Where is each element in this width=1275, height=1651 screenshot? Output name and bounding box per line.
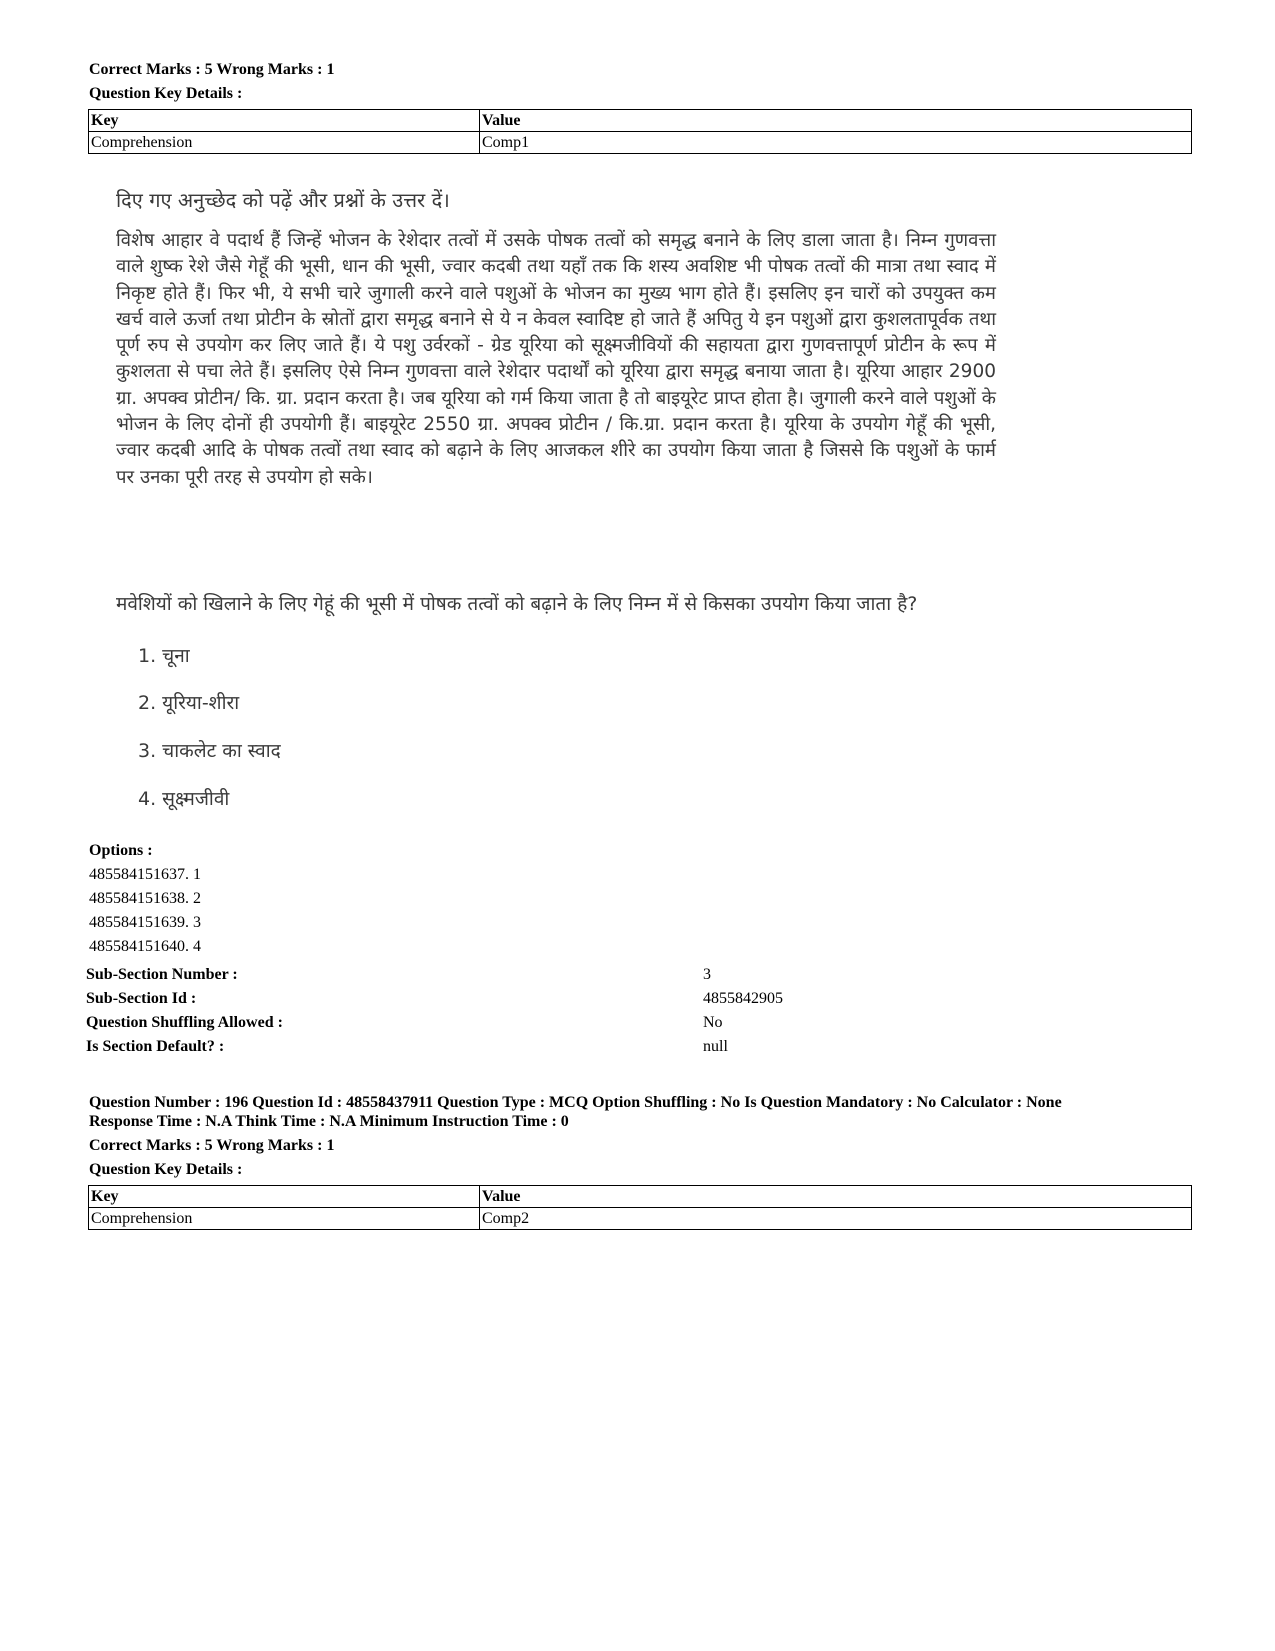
passage-instruction: दिए गए अनुच्छेद को पढ़ें और प्रश्नों के उत्तर दें। xyxy=(116,188,450,212)
q2-key-table xyxy=(88,1185,1192,1230)
shuffling-allowed-label: Question Shuffling Allowed : xyxy=(86,1014,283,1031)
section-default-value: null xyxy=(703,1038,728,1055)
table-header-key: Key xyxy=(89,1186,480,1208)
q1-key-table xyxy=(88,109,1192,154)
table-row xyxy=(89,1186,1192,1208)
section-default-label: Is Section Default? : xyxy=(86,1038,225,1055)
subsection-number-label: Sub-Section Number : xyxy=(86,966,238,983)
table-row xyxy=(89,1208,1192,1230)
table-cell-value: Comp1 xyxy=(480,132,1192,154)
passage-text: विशेष आहार वे पदार्थ हैं जिन्हें भोजन के रेशेदार तत्वों में उसके पोषक तत्वों को समृद्ध बनाने के लिए डाला जाता है। निम्न गुणवत्ता वाले शुष्क रेशे जैसे गेहूँ की भूसी, धान की भूसी, ज्वार कदबी तथा यहाँ तक कि शस्य अवशिष्ट भी पोषक तत्वों की मात्रा तथा स्वाद में निकृष्ट होते हैं। फिर भी, ये सभी चारे जुगाली करने वाले पशुओं के भोजन का मुख्य भाग होते हैं। इसलिए इन चारों को उपयुक्त कम खर्च वाले ऊर्जा तथा प्रोटीन के स्रोतों द्वारा समृद्ध बनाने से ये न केवल स्वादिष्ट हो जाते हैं अपितु ये इन पशुओं द्वारा कुशलतापूर्वक तथा पूर्ण रुप से उपयोग कर लिए जाते हैं। ये पशु उर्वरकों - ग्रेड यूरिया को सूक्ष्मजीवियों की सहायता द्वारा गुणवत्तापूर्ण प्रोटीन के रूप में कुशलता से पचा लेते हैं। इसलिए ऐसे निम्न गुणवत्ता वाले रेशेदार पदार्थों को यूरिया द्वारा समृद्ध बनाया जाता है। यूरिया आहार 2900 ग्रा. अपक्व प्रोटीन/ कि. ग्रा. प्रदान करता है। जब यूरिया को गर्म किया जाता है तो बाइयूरेट प्राप्त होता है। जुगाली करने वाले पशुओं के भोजन के लिए दोनों ही उपयोगी हैं। बाइयूरेट 2550 ग्रा. अपक्व प्रोटीन / कि.ग्रा. प्रदान करता है। यूरिया के उपयोग गेहूँ की भूसी, ज्वार कदबी आदि के पोषक तत्वों तथा स्वाद को बढ़ाने के लिए आजकल शीरे का उपयोग किया जाता है जिससे कि पशुओं के फार्म पर उनका पूरी तरह से उपयोग हो सके। xyxy=(116,230,996,488)
subsection-id-label: Sub-Section Id : xyxy=(86,990,197,1007)
choice-item: 2. यूरिया-शीरा xyxy=(138,692,240,714)
option-item: 485584151639. 3 xyxy=(89,914,201,931)
question-text: मवेशियों को खिलाने के लिए गेहूं की भूसी में पोषक तत्वों को बढ़ाने के लिए निम्न में से किसका उपयोग किया जाता है? xyxy=(116,593,918,615)
q2-header xyxy=(89,1093,1199,1131)
option-item: 485584151638. 2 xyxy=(89,890,201,907)
subsection-id-value: 4855842905 xyxy=(703,990,783,1007)
subsection-number-value: 3 xyxy=(703,966,711,983)
option-item: 485584151637. 1 xyxy=(89,866,201,883)
q2-header-line2: Response Time : N.A Think Time : N.A Minimum Instruction Time : 0 xyxy=(89,1113,569,1130)
options-label: Options : xyxy=(89,842,153,859)
table-row xyxy=(89,132,1192,154)
choice-item: 4. सूक्ष्मजीवी xyxy=(138,788,230,810)
q2-header-line1: Question Number : 196 Question Id : 48558437911 Question Type : MCQ Option Shuffling : No Is Question Mandatory : No Calculator : None xyxy=(89,1094,1062,1111)
table-row xyxy=(89,110,1192,132)
choice-item: 3. चाकलेट का स्वाद xyxy=(138,740,281,762)
q1-marks-line: Correct Marks : 5 Wrong Marks : 1 xyxy=(89,61,335,78)
table-header-key: Key xyxy=(89,110,480,132)
q2-key-details-label: Question Key Details : xyxy=(89,1161,243,1178)
option-item: 485584151640. 4 xyxy=(89,938,201,955)
table-header-value: Value xyxy=(480,110,1192,132)
passage-block xyxy=(116,186,996,491)
q2-marks-line: Correct Marks : 5 Wrong Marks : 1 xyxy=(89,1137,335,1154)
table-cell-key: Comprehension xyxy=(89,132,480,154)
table-cell-value: Comp2 xyxy=(480,1208,1192,1230)
choice-item: 1. चूना xyxy=(138,645,190,667)
table-header-value: Value xyxy=(480,1186,1192,1208)
q1-key-details-label: Question Key Details : xyxy=(89,85,243,102)
table-cell-key: Comprehension xyxy=(89,1208,480,1230)
shuffling-allowed-value: No xyxy=(703,1014,723,1031)
